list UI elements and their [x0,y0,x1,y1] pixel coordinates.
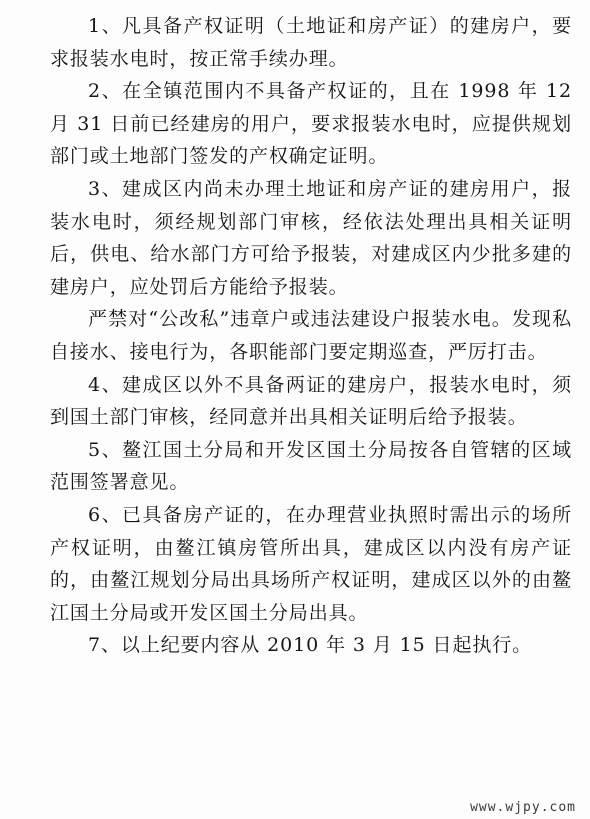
paragraph-2: 2、在全镇范围内不具备产权证的，且在 1998 年 12 月 31 日前已经建房的用户，要求报装水电时，应提供规划部门或土地部门签发的产权确定证明。 [50,80,572,168]
paragraph-5: 5、鳌江国土分局和开发区国土分局按各自管辖的区域范围签署意见。 [50,438,572,494]
site-watermark: www.wjpy.com [470,800,576,815]
paragraph-7: 7、以上纪要内容从 2010 年 3 月 15 日起执行。 [88,634,533,657]
paragraph-prohibition: 严禁对“公改私”违章户或违法建设户报装水电。发现私自接水、接电行为，各职能部门要定期巡查，严厉打击。 [50,308,572,363]
paragraph-3: 3、建成区内尚未办理土地证和房产证的建房用户，报装水电时，须经规划部门审核，经依法处理出具相关证明后，供电、给水部门方可给予报装，对建成区内少批多建的建房户，应处罚后方能给予报装。 [50,177,572,298]
paragraph-4: 4、建成区以外不具备两证的建房户，报装水电时，须到国土部门审核，经同意并出具相关证明后给予报装。 [50,373,572,429]
paragraph-6: 6、已具备房产证的，在办理营业执照时需出示的场所产权证明，由鳌江镇房管所出具，建成区以内没有房产证的，由鳌江规划分局出具场所产权证明，建成区以外的由鳌江国土分局或开发区国土分局出具。 [50,503,572,624]
document-body [50,10,572,662]
paragraph-1: 1、凡具备产权证明（土地证和房产证）的建房户，要求报装水电时，按正常手续办理。 [50,15,572,70]
